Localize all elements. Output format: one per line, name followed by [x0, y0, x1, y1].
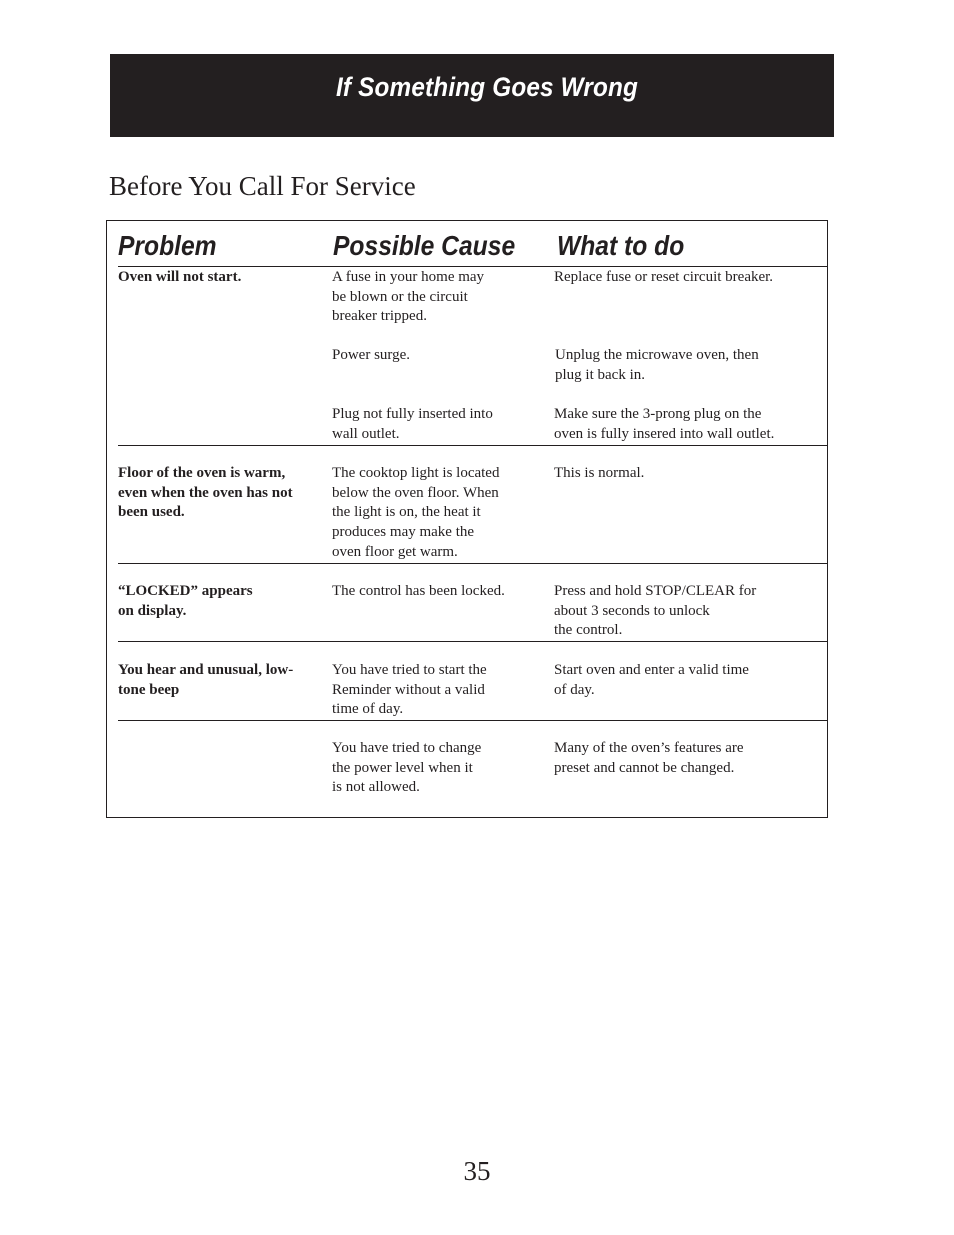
- page-subtitle: Before You Call For Service: [109, 171, 416, 201]
- row-divider: [118, 720, 827, 721]
- header-divider: [118, 266, 827, 267]
- row-divider: [118, 445, 827, 446]
- cause-text: Power surge.: [332, 347, 411, 363]
- action-text: Press and hold STOP/CLEAR for about 3 seconds to unlock the control.: [554, 583, 757, 639]
- row-divider: [118, 563, 827, 564]
- action-text: Many of the oven’s features are preset and cannot be changed.: [554, 740, 744, 776]
- cause-text: The control has been locked.: [332, 583, 505, 599]
- action-text: Replace fuse or reset circuit breaker.: [554, 269, 774, 285]
- cause-text: Plug not fully inserted into wall outlet.: [332, 406, 493, 442]
- cause-text: You have tried to start the Reminder without a valid time of day.: [332, 662, 487, 718]
- column-header-problem: Problem: [118, 230, 217, 261]
- problem-text: Oven will not start.: [118, 269, 242, 285]
- action-text: This is normal.: [554, 465, 645, 481]
- cause-text: The cooktop light is located below the oven floor. When the light is on, the heat it produces may make the oven floor get warm.: [332, 465, 500, 560]
- column-header-action: What to do: [557, 230, 685, 261]
- problem-text: You hear and unusual, low- tone beep: [118, 662, 294, 698]
- row-divider: [118, 641, 827, 642]
- cause-text: A fuse in your home may be blown or the circuit breaker tripped.: [332, 269, 485, 325]
- problem-text: “LOCKED” appears on display.: [118, 583, 253, 619]
- action-text: Unplug the microwave oven, then plug it back in.: [555, 347, 759, 383]
- page-number: 35: [463, 1156, 491, 1186]
- problem-text: Floor of the oven is warm, even when the oven has not been used.: [118, 465, 293, 521]
- section-header-banner: [110, 54, 834, 137]
- cause-text: You have tried to change the power level when it is not allowed.: [332, 740, 482, 796]
- action-text: Make sure the 3-prong plug on the oven is fully insered into wall outlet.: [554, 406, 775, 442]
- action-text: Start oven and enter a valid time of day.: [554, 662, 749, 698]
- section-title: If Something Goes Wrong: [336, 72, 639, 102]
- column-header-cause: Possible Cause: [333, 230, 516, 261]
